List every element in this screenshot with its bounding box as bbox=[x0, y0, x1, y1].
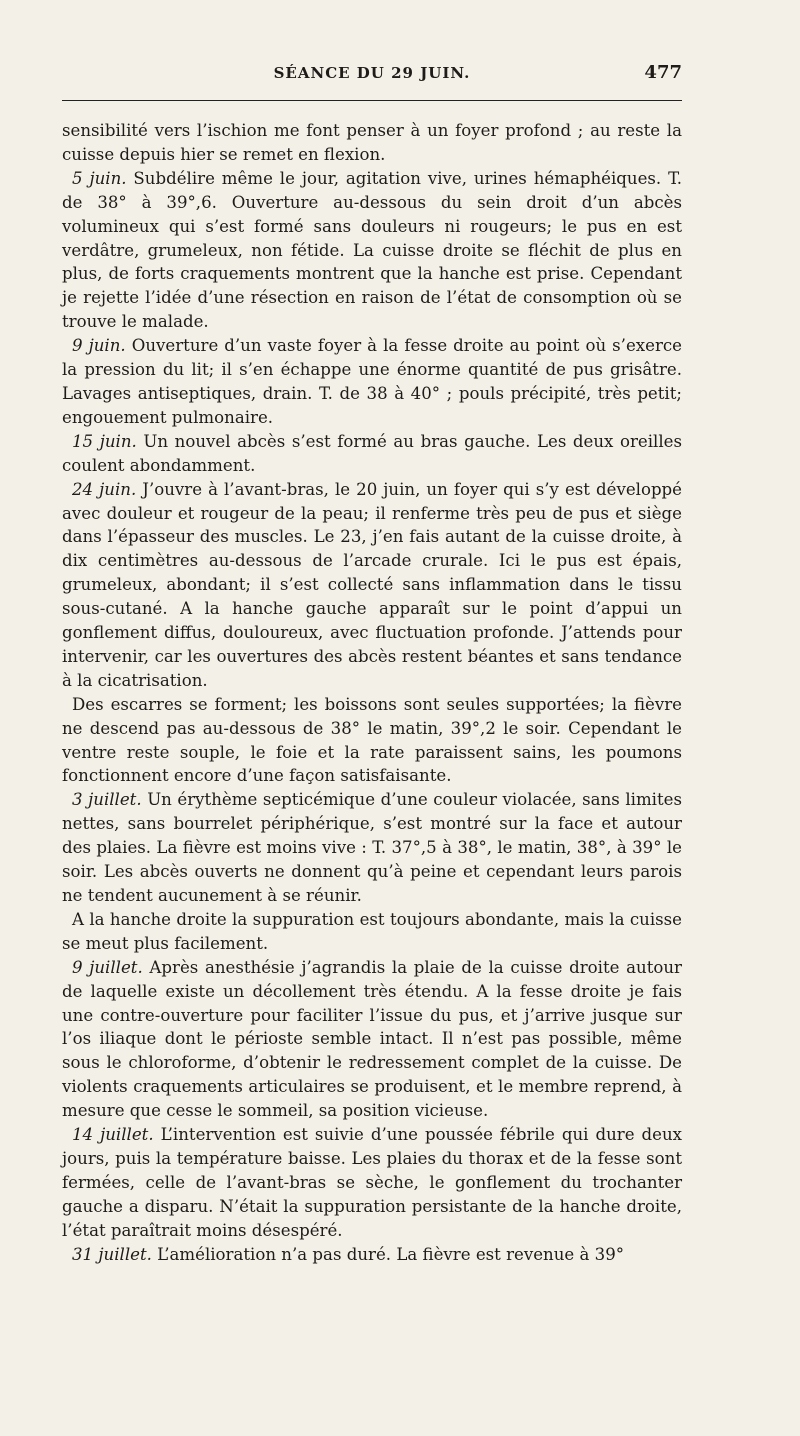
running-head: SÉANCE DU 29 JUIN. bbox=[273, 64, 471, 82]
paragraph-text: L’intervention est suivie d’une poussée fébrile qui dure deux jours, puis la température baisse. Les plaies du thorax et de la fesse sont fermées, celle de l’avant-bras se sèche, le gonflement du trochanter gauche a disparu. N’était la suppuration persistante de la hanche droite, l’état paraîtrait moins désespéré. bbox=[62, 1125, 682, 1240]
entry-date: 24 juin. bbox=[72, 479, 137, 499]
body-text bbox=[62, 119, 682, 1267]
paragraph bbox=[62, 167, 682, 334]
paragraph bbox=[62, 956, 682, 1123]
paragraph-text: Ouverture d’un vaste foyer à la fesse droite au point où s’exerce la pression du lit; il s’en échappe une énorme quantité de pus grisâtre. Lavages antiseptiques, drain. T. de 38 à 40° ; pouls précipité, très petit; engouement pulmonaire. bbox=[62, 336, 682, 427]
entry-date: 9 juillet. bbox=[72, 957, 143, 977]
header-rule bbox=[62, 100, 682, 101]
paragraph bbox=[62, 334, 682, 430]
paragraph bbox=[62, 693, 682, 789]
entry-date: 9 juin. bbox=[72, 336, 126, 356]
paragraph-text: J’ouvre à l’avant-bras, le 20 juin, un foyer qui s’y est développé avec douleur et rougeur de la peau; il renferme très peu de pus et siège dans l’épasseur des muscles. Le 23, j’en fais autant de la cuisse droite, à dix centimètres au-dessous de l’arcade crurale. Ici le pus est épais, grumeleux, abondant; il s’est collecté sans inflammation dans le tissu sous-cutané. A la hanche gauche apparaît sur le point d’appui un gonflement diffus, douloureux, avec fluctuation profonde. J’attends pour intervenir, car les ouvertures des abcès restent béantes et sans tendance à la cicatrisation. bbox=[62, 479, 683, 690]
page-number: 477 bbox=[644, 62, 682, 83]
paragraph-text: L’amélioration n’a pas duré. La fièvre est revenue à 39° bbox=[151, 1244, 625, 1264]
entry-date: 3 juillet. bbox=[72, 790, 142, 810]
page-header bbox=[62, 62, 682, 92]
paragraph-text: Un érythème septicémique d’une couleur violacée, sans limites nettes, sans bourrelet périphérique, s’est montré sur la face et autour des plaies. La fièvre est moins vive : T. 37°,5 à 38°, le matin, 38°, à 39° le soir. Les abcès ouverts ne donnent qu’à peine et cependant leurs parois ne tendent aucunement à se réunir. bbox=[62, 790, 682, 905]
entry-date: 15 juin. bbox=[72, 431, 137, 451]
paragraph bbox=[62, 430, 682, 478]
paragraph-text: Après anesthésie j’agrandis la plaie de la cuisse droite autour de laquelle existe un décollement très étendu. A la fesse droite je fais une contre-ouverture pour faciliter l’issue du pus, et j’arrive jusque sur l’os iliaque dont le périoste semble intact. Il n’est pas possible, même sous le chloroforme, d’obtenir le redressement complet de la cuisse. De violents craquements articulaires se produisent, et le membre reprend, à mesure que cesse le sommeil, sa position vicieuse. bbox=[62, 957, 682, 1121]
paragraph bbox=[62, 908, 682, 956]
paragraph-text: Un nouvel abcès s’est formé au bras gauche. Les deux oreilles coulent abondamment. bbox=[62, 431, 683, 475]
paragraph-text: Subdélire même le jour, agitation vive, urines hémaphéiques. T. de 38° à 39°,6. Ouverture au-dessous du sein droit d’un abcès volumineux qui s’est formé sans douleurs ni rougeurs; le pus en est verdâtre, grumeleux, non fétide. La cuisse droite se fléchit de plus en plus, de forts craquements montrent que la hanche est prise. Cependant je rejette l’idée d’une résection en raison de l’état de consomption où se trouve le malade. bbox=[62, 168, 682, 332]
paragraph bbox=[62, 1243, 682, 1267]
entry-date: 14 juillet. bbox=[72, 1125, 154, 1145]
paragraph bbox=[62, 119, 682, 167]
paragraph-text: sensibilité vers l’ischion me font penser à un foyer profond ; au reste la cuisse depuis hier se remet en flexion. bbox=[62, 121, 682, 164]
paragraph-text: Des escarres se forment; les boissons sont seules supportées; la fièvre ne descend pas au-dessous de 38° le matin, 39°,2 le soir. Cependant le ventre reste souple, le foie et la rate paraissent sains, les poumons fonctionnent encore d’une façon satisfaisante. bbox=[62, 694, 682, 786]
paragraph-text: A la hanche droite la suppuration est toujours abondante, mais la cuisse se meut plus facilement. bbox=[62, 909, 682, 953]
paragraph bbox=[62, 788, 682, 908]
paragraph bbox=[62, 478, 682, 693]
entry-date: 5 juin. bbox=[72, 168, 127, 188]
paragraph bbox=[62, 1123, 682, 1243]
entry-date: 31 juillet. bbox=[72, 1244, 152, 1264]
